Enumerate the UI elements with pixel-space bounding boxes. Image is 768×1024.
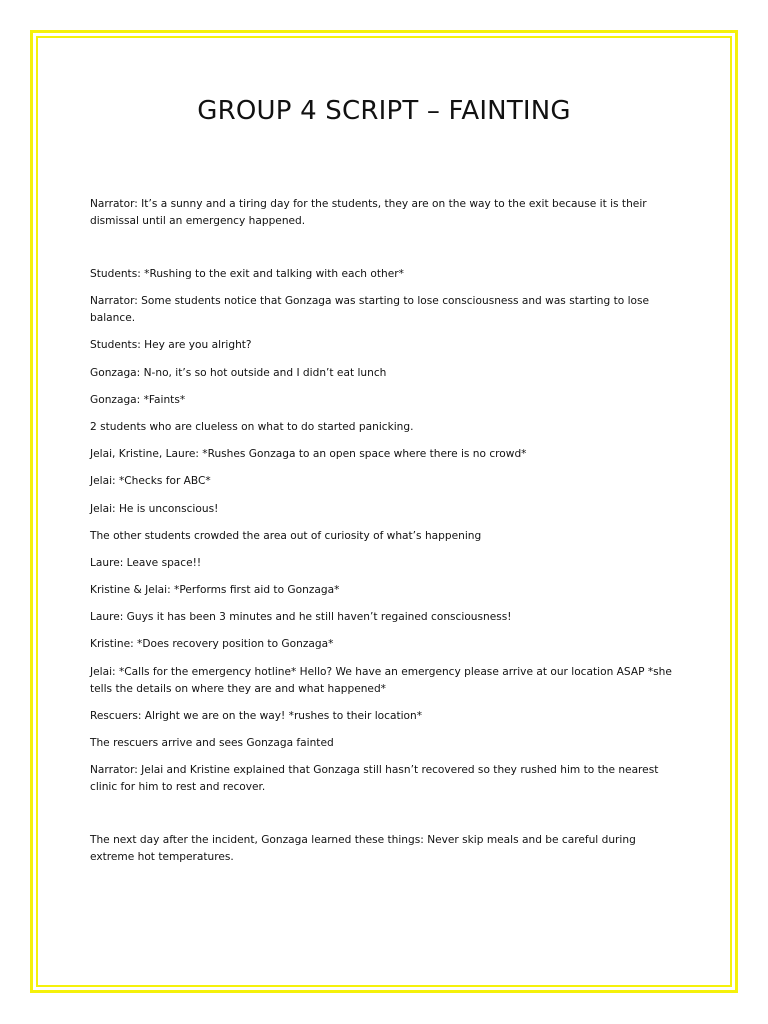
- script-line: The other students crowded the area out of curiosity of what’s happening: [90, 529, 482, 542]
- script-body: [90, 196, 680, 876]
- script-line: Kristine: *Does recovery position to Gonzaga*: [90, 638, 334, 651]
- script-line-narrator-clinic: Narrator: Jelai and Kristine explained that Gonzaga still hasn’t recovered so they rushed him to the nearest clinic for him to rest and recover.: [90, 764, 659, 794]
- script-line: Gonzaga: *Faints*: [90, 393, 186, 406]
- script-line: Jelai, Kristine, Laure: *Rushes Gonzaga to an open space where there is no crowd*: [90, 448, 527, 461]
- script-line: Laure: Guys it has been 3 minutes and he still haven’t regained consciousness!: [90, 611, 512, 624]
- script-line: Jelai: *Calls for the emergency hotline* Hello? We have an emergency please arrive at our location ASAP *she tells the details on where they are and what happened*: [90, 665, 672, 695]
- script-line: Laure: Leave space!!: [90, 556, 202, 569]
- script-line: 2 students who are clueless on what to do started panicking.: [90, 420, 414, 433]
- script-line-narrator-intro: Narrator: It’s a sunny and a tiring day for the students, they are on the way to the exit because it is their dismissal until an emergency happened.: [90, 198, 647, 227]
- script-line: Narrator: Some students notice that Gonzaga was starting to lose consciousness and was starting to lose balance.: [90, 295, 650, 325]
- document-title: GROUP 4 SCRIPT – FAINTING: [197, 96, 571, 126]
- script-line: Students: *Rushing to the exit and talking with each other*: [90, 268, 404, 280]
- script-line: The rescuers arrive and sees Gonzaga fainted: [90, 737, 334, 749]
- script-line: Kristine & Jelai: *Performs first aid to Gonzaga*: [90, 584, 340, 597]
- script-line-conclusion: The next day after the incident, Gonzaga learned these things: Never skip meals and be careful during extreme hot temperatures.: [90, 834, 636, 864]
- script-line: Gonzaga: N-no, it’s so hot outside and I didn’t eat lunch: [90, 366, 387, 379]
- script-line: Rescuers: Alright we are on the way! *rushes to their location*: [90, 709, 423, 722]
- script-line: Students: Hey are you alright?: [90, 339, 252, 352]
- script-line: Jelai: *Checks for ABC*: [90, 475, 211, 488]
- script-line: Jelai: He is unconscious!: [90, 502, 219, 515]
